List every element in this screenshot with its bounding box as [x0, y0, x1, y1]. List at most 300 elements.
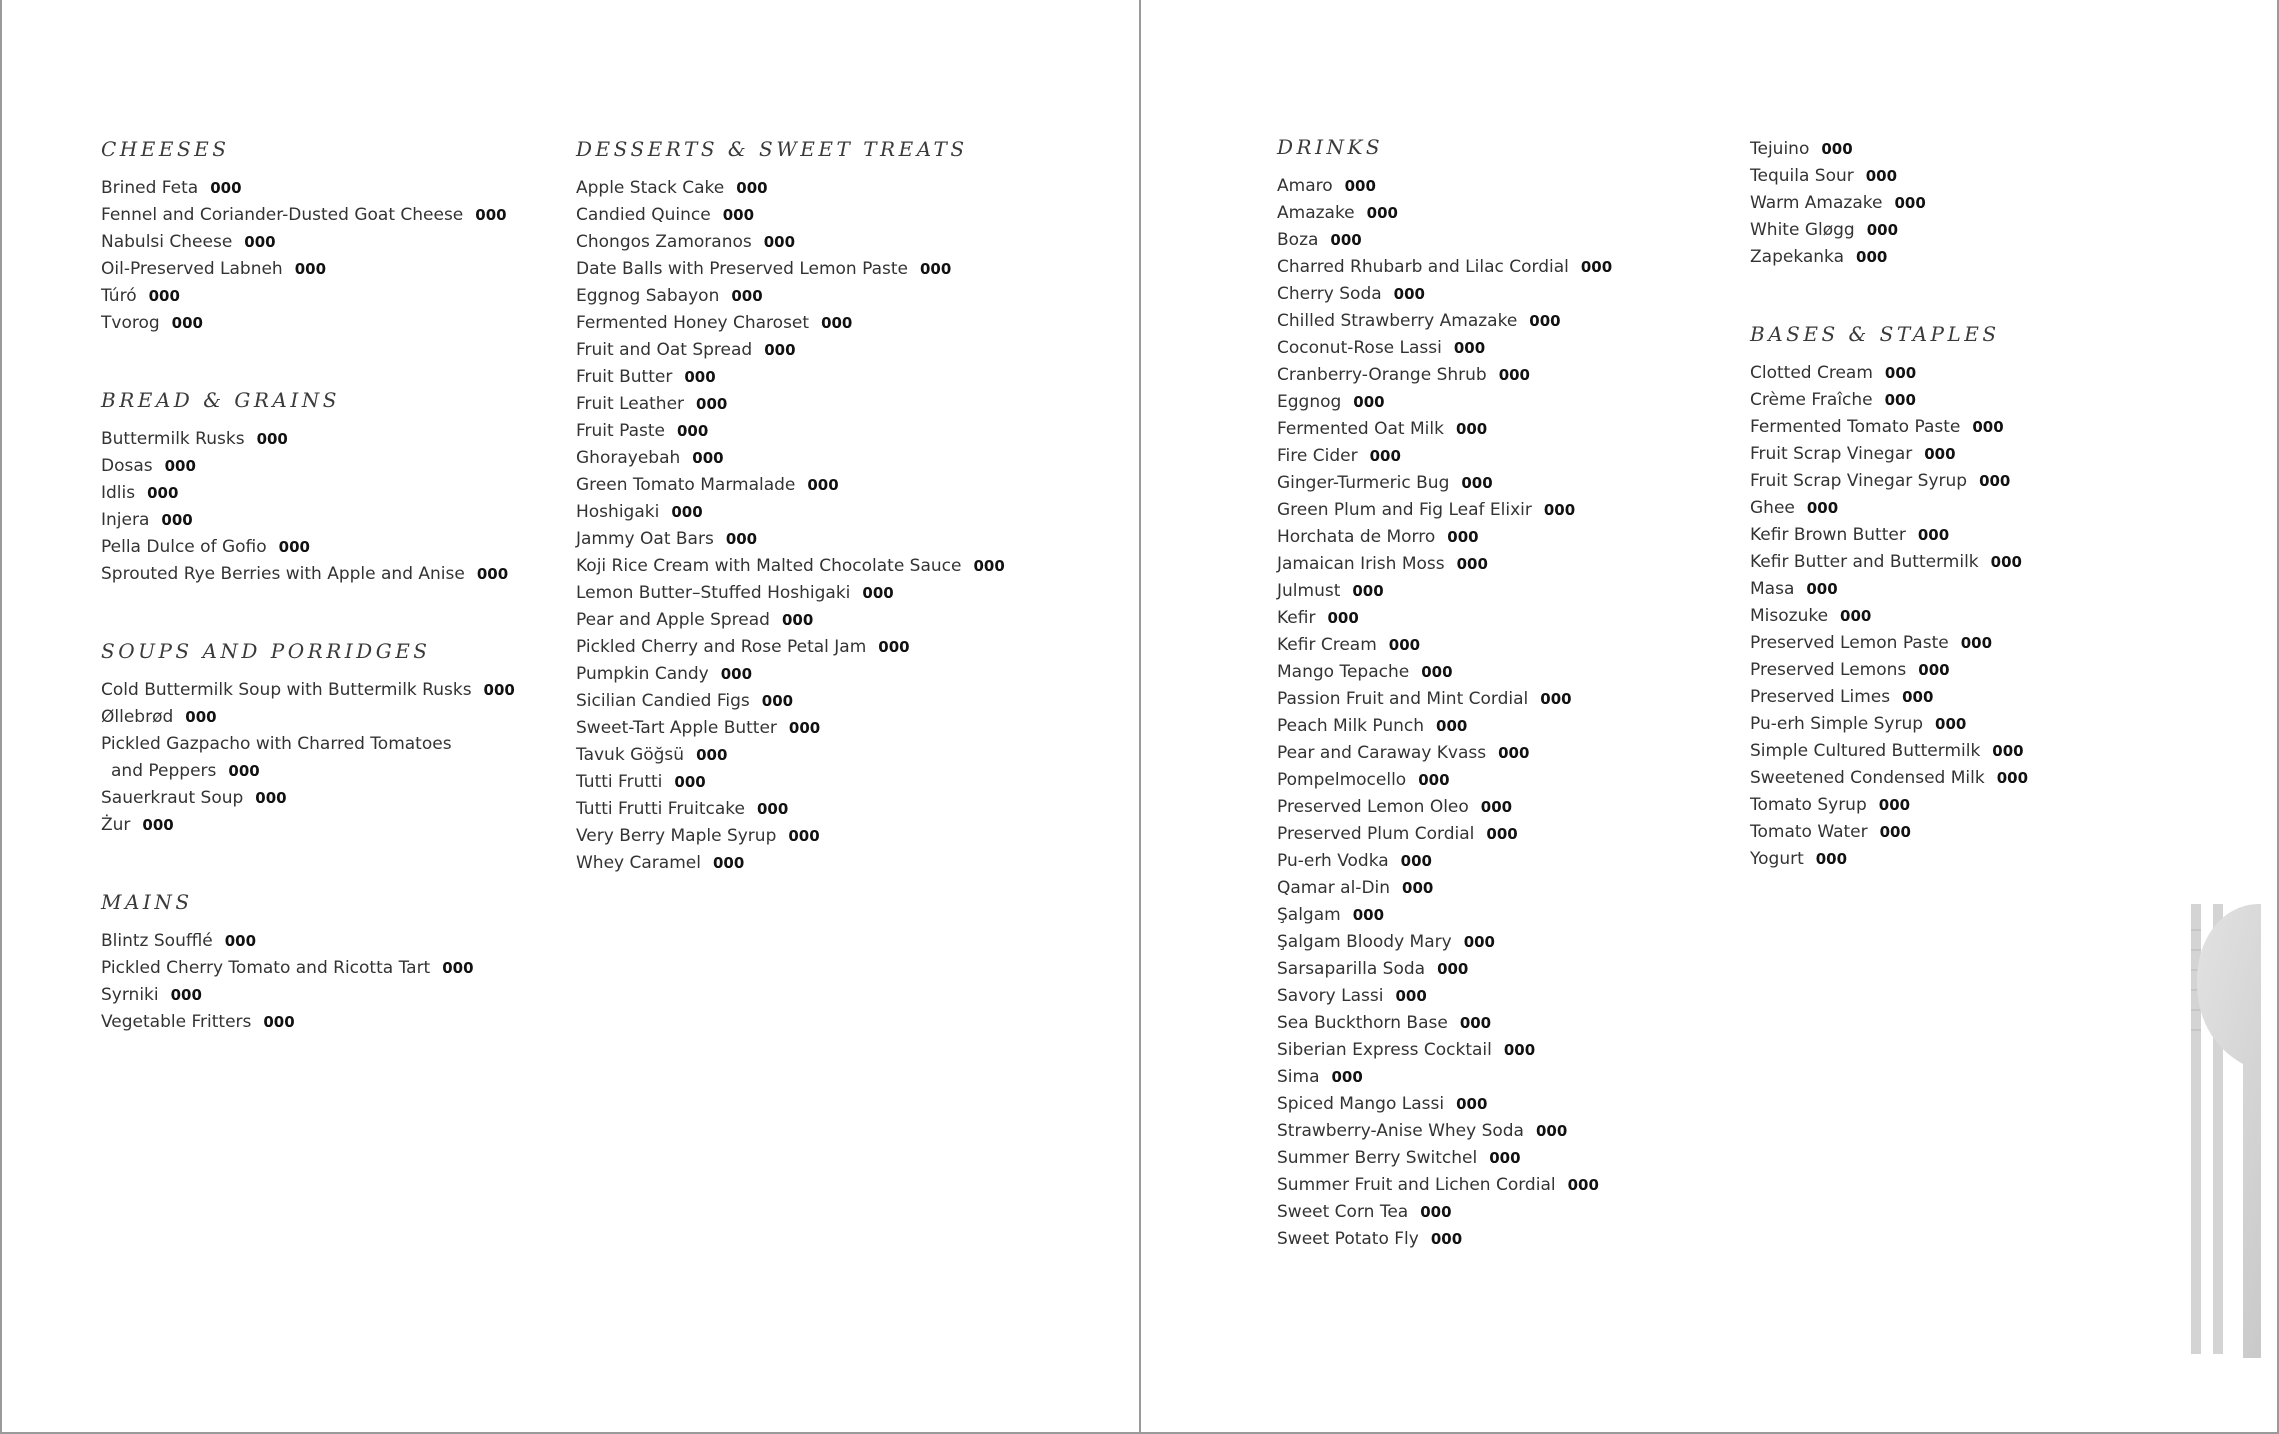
recipe-entry[interactable]	[1277, 389, 1717, 416]
page-number: 000	[1894, 194, 1926, 212]
recipe-title: Date Balls with Preserved Lemon Paste	[576, 259, 908, 279]
page-number: 000	[1453, 339, 1486, 357]
page-number: 000	[171, 314, 203, 332]
recipe-entry[interactable]	[1277, 767, 1717, 794]
page-number: 000	[1840, 607, 1872, 625]
page-number: 000	[1437, 960, 1469, 978]
page-number: 000	[756, 800, 789, 818]
page-number: 000	[1535, 1122, 1568, 1140]
recipe-title: Fire Cider	[1277, 446, 1358, 466]
page-number: 000	[1366, 204, 1398, 222]
recipe-title: Pickled Gazpacho with Charred Tomatoes	[101, 734, 452, 754]
section-heading: DESSERTS & SWEET TREATS	[576, 137, 968, 161]
page-number: 000	[1884, 364, 1917, 382]
recipe-title: Blintz Soufflé	[101, 931, 213, 951]
recipe-entry[interactable]	[101, 426, 541, 453]
page-number: 000	[696, 395, 728, 413]
recipe-entry[interactable]	[1750, 414, 2190, 441]
recipe-title: Øllebrød	[101, 707, 174, 727]
recipe-entry[interactable]	[101, 982, 541, 1009]
recipe-entry[interactable]	[1277, 200, 1717, 227]
recipe-entry[interactable]	[1750, 441, 2190, 468]
recipe-title: Tomato Water	[1750, 822, 1868, 842]
page-number: 000	[788, 827, 820, 845]
right-column-2	[1750, 136, 2190, 923]
recipe-entry[interactable]	[1277, 821, 1717, 848]
recipe-entry[interactable]	[1277, 1172, 1717, 1199]
page-number: 000	[483, 681, 515, 699]
recipe-entry[interactable]	[1750, 163, 2190, 190]
recipe-entry[interactable]	[1750, 136, 2190, 163]
recipe-title: Fruit Paste	[576, 421, 665, 441]
recipe-title: Qamar al-Din	[1277, 878, 1391, 898]
recipe-title: Cranberry-Orange Shrub	[1277, 365, 1487, 385]
page-number: 000	[1486, 825, 1518, 843]
recipe-title: White Gløgg	[1750, 220, 1855, 240]
recipe-entry[interactable]	[101, 785, 541, 812]
page-number: 000	[1402, 879, 1434, 897]
recipe-title: Hoshigaki	[576, 502, 660, 522]
page-number: 000	[1806, 580, 1838, 598]
recipe-entry[interactable]	[101, 812, 541, 839]
recipe-entry[interactable]	[1277, 1226, 1717, 1253]
recipe-title: Fruit Leather	[576, 394, 685, 414]
recipe-entry[interactable]	[576, 580, 1056, 607]
recipe-entry[interactable]	[576, 850, 1056, 877]
recipe-entry[interactable]	[101, 256, 541, 283]
recipe-title: Horchata de Morro	[1277, 527, 1436, 547]
page-number: 000	[862, 584, 894, 602]
recipe-entry[interactable]	[101, 928, 541, 955]
recipe-entry[interactable]	[1750, 792, 2190, 819]
recipe-title: Chongos Zamoranos	[576, 232, 752, 252]
page-number: 000	[1806, 499, 1839, 517]
page-number: 000	[674, 773, 706, 791]
recipe-title: Mango Tepache	[1277, 662, 1410, 682]
recipe-list	[1750, 136, 2190, 271]
recipe-title: Warm Amazake	[1750, 193, 1883, 213]
recipe-entry[interactable]	[1277, 335, 1717, 362]
recipe-title: Yogurt	[1750, 849, 1804, 869]
page-number: 000	[731, 287, 763, 305]
recipe-title: Sicilian Candied Figs	[576, 691, 750, 711]
recipe-title: Apple Stack Cake	[576, 178, 725, 198]
page-number: 000	[164, 457, 196, 475]
recipe-title: Buttermilk Rusks	[101, 429, 245, 449]
recipe-title: Tejuino	[1750, 139, 1810, 159]
recipe-title: Boza	[1277, 230, 1319, 250]
recipe-title: Whey Caramel	[576, 853, 701, 873]
section-cheeses	[101, 136, 541, 337]
recipe-entry[interactable]	[1277, 956, 1717, 983]
recipe-entry[interactable]	[1277, 1091, 1717, 1118]
recipe-title: Fruit Scrap Vinegar Syrup	[1750, 471, 1968, 491]
recipe-entry[interactable]	[576, 229, 1056, 256]
recipe-entry[interactable]	[1277, 227, 1717, 254]
recipe-title: Summer Berry Switchel	[1277, 1148, 1478, 1168]
page-number: 000	[676, 422, 709, 440]
page-number: 000	[1331, 1068, 1363, 1086]
recipe-entry[interactable]	[576, 364, 1056, 391]
recipe-entry[interactable]	[576, 607, 1056, 634]
recipe-entry[interactable]	[576, 202, 1056, 229]
recipe-title: Túró	[101, 286, 137, 306]
recipe-title: Sweet Potato Fly	[1277, 1229, 1419, 1249]
recipe-entry[interactable]	[1277, 416, 1717, 443]
left-page	[0, 0, 1139, 1434]
page-number: 000	[1461, 474, 1493, 492]
recipe-title: Pickled Cherry Tomato and Ricotta Tart	[101, 958, 431, 978]
recipe-title: Kefir Brown Butter	[1750, 525, 1906, 545]
recipe-entry[interactable]	[1277, 281, 1717, 308]
recipe-title: Candied Quince	[576, 205, 711, 225]
recipe-entry[interactable]	[576, 391, 1056, 418]
recipe-entry[interactable]	[576, 769, 1056, 796]
recipe-entry[interactable]	[1750, 190, 2190, 217]
recipe-entry[interactable]	[576, 283, 1056, 310]
page-number: 000	[807, 476, 839, 494]
recipe-title: Oil-Preserved Labneh	[101, 259, 283, 279]
recipe-entry[interactable]	[101, 202, 541, 229]
recipe-entry[interactable]	[1277, 1145, 1717, 1172]
recipe-title: Savory Lassi	[1277, 986, 1384, 1006]
recipe-entry[interactable]	[1277, 605, 1717, 632]
recipe-title: Strawberry-Anise Whey Soda	[1277, 1121, 1524, 1141]
page-number: 000	[1352, 906, 1385, 924]
page-number: 000	[1420, 1203, 1452, 1221]
page-number: 000	[1979, 472, 2011, 490]
recipe-list	[1750, 360, 2190, 873]
page-number: 000	[1879, 823, 1911, 841]
recipe-entry[interactable]	[1277, 902, 1717, 929]
recipe-title: Jammy Oat Bars	[576, 529, 714, 549]
recipe-entry[interactable]	[1750, 657, 2190, 684]
recipe-title: Pu-erh Simple Syrup	[1750, 714, 1924, 734]
recipe-title: Tutti Frutti	[576, 772, 663, 792]
recipe-title: Żur	[101, 815, 131, 835]
page-number: 000	[696, 746, 728, 764]
recipe-title: Sauerkraut Soup	[101, 788, 244, 808]
recipe-entry[interactable]	[1750, 244, 2190, 271]
page-number: 000	[1990, 553, 2022, 571]
page-number: 000	[1447, 528, 1479, 546]
page-number: 000	[1821, 140, 1853, 158]
recipe-entry[interactable]	[1277, 551, 1717, 578]
recipe-entry[interactable]	[1750, 684, 2190, 711]
recipe-title: Summer Fruit and Lichen Cordial	[1277, 1175, 1556, 1195]
recipe-entry[interactable]	[1277, 497, 1717, 524]
page-number: 000	[684, 368, 716, 386]
recipe-entry[interactable]	[1277, 983, 1717, 1010]
page-number: 000	[1924, 445, 1956, 463]
recipe-entry[interactable]	[101, 453, 541, 480]
left-column-1	[101, 136, 541, 1086]
recipe-title: Passion Fruit and Mint Cordial	[1277, 689, 1529, 709]
recipe-entry[interactable]	[101, 310, 541, 337]
recipe-entry[interactable]	[101, 534, 541, 561]
recipe-title: Sweet Corn Tea	[1277, 1202, 1409, 1222]
page-number: 000	[722, 206, 755, 224]
recipe-entry[interactable]	[1277, 632, 1717, 659]
recipe-entry[interactable]	[101, 955, 541, 982]
recipe-entry[interactable]	[101, 283, 541, 310]
recipe-entry[interactable]	[101, 731, 541, 785]
recipe-title: Coconut-Rose Lassi	[1277, 338, 1442, 358]
page-number: 000	[1856, 248, 1888, 266]
recipe-entry[interactable]	[1277, 1118, 1717, 1145]
page-number: 000	[224, 932, 257, 950]
recipe-title-continued	[101, 758, 541, 785]
recipe-entry[interactable]	[576, 256, 1056, 283]
recipe-title: Preserved Lemon Paste	[1750, 633, 1949, 653]
recipe-list	[1277, 173, 1717, 1253]
recipe-entry[interactable]	[1277, 659, 1717, 686]
recipe-title: Tvorog	[101, 313, 160, 333]
recipe-list	[101, 426, 541, 588]
recipe-title: Nabulsi Cheese	[101, 232, 233, 252]
recipe-entry[interactable]	[1277, 929, 1717, 956]
page-number: 000	[878, 638, 910, 656]
page-number: 000	[1421, 663, 1453, 681]
recipe-entry[interactable]	[576, 472, 1056, 499]
page-number: 000	[1456, 1095, 1488, 1113]
recipe-title: Fermented Honey Charoset	[576, 313, 810, 333]
recipe-entry[interactable]	[1750, 495, 2190, 522]
page-number: 000	[1330, 231, 1362, 249]
recipe-title-line-2: and Peppers	[111, 761, 217, 781]
recipe-entry[interactable]	[101, 704, 541, 731]
recipe-entry[interactable]	[1277, 1037, 1717, 1064]
recipe-entry[interactable]	[576, 499, 1056, 526]
page-number: 000	[712, 854, 745, 872]
recipe-title: Fruit Scrap Vinegar	[1750, 444, 1913, 464]
right-column-1	[1277, 134, 1717, 1303]
recipe-title: Tavuk Göğsü	[576, 745, 685, 765]
page-number: 000	[1878, 796, 1911, 814]
recipe-title: Masa	[1750, 579, 1795, 599]
recipe-entry[interactable]	[1277, 362, 1717, 389]
page-number: 000	[1996, 769, 2029, 787]
page-number: 000	[442, 959, 474, 977]
page-number: 000	[142, 816, 174, 834]
recipe-entry[interactable]	[576, 742, 1056, 769]
section-mains	[101, 889, 541, 1036]
page-number: 000	[148, 287, 180, 305]
page-number: 000	[294, 260, 327, 278]
page-number: 000	[263, 1013, 295, 1031]
recipe-entry[interactable]	[101, 480, 541, 507]
page-number: 000	[1498, 366, 1530, 384]
recipe-entry[interactable]	[1277, 1064, 1717, 1091]
recipe-entry[interactable]	[1277, 470, 1717, 497]
page-number: 000	[210, 179, 242, 197]
page-number: 000	[1902, 688, 1934, 706]
page-number: 000	[1815, 850, 1848, 868]
recipe-title: Green Plum and Fig Leaf Elixir	[1277, 500, 1532, 520]
recipe-title: Zapekanka	[1750, 247, 1845, 267]
recipe-entry[interactable]	[1750, 630, 2190, 657]
recipe-entry[interactable]	[1277, 740, 1717, 767]
page-number: 000	[1352, 582, 1384, 600]
recipe-entry[interactable]	[1750, 819, 2190, 846]
page-number: 000	[763, 233, 796, 251]
recipe-title: Preserved Lemons	[1750, 660, 1907, 680]
recipe-title: Sea Buckthorn Base	[1277, 1013, 1448, 1033]
recipe-entry[interactable]	[101, 175, 541, 202]
recipe-entry[interactable]	[1750, 738, 2190, 765]
section-heading: BREAD & GRAINS	[101, 388, 340, 412]
recipe-title: Eggnog	[1277, 392, 1342, 412]
page-number: 000	[1353, 393, 1385, 411]
recipe-title: Siberian Express Cocktail	[1277, 1040, 1492, 1060]
recipe-entry[interactable]	[1750, 576, 2190, 603]
page-number: 000	[147, 484, 179, 502]
recipe-title: Simple Cultured Buttermilk	[1750, 741, 1981, 761]
recipe-title: Sweetened Condensed Milk	[1750, 768, 1985, 788]
recipe-entry[interactable]	[1277, 848, 1717, 875]
recipe-entry[interactable]	[576, 526, 1056, 553]
recipe-title: Ghorayebah	[576, 448, 681, 468]
recipe-title: Sprouted Rye Berries with Apple and Anise	[101, 564, 465, 584]
spoon-and-chopsticks-icon	[2041, 900, 2261, 1360]
page-number: 000	[256, 430, 288, 448]
recipe-entry[interactable]	[1750, 846, 2190, 873]
page-number: 000	[1529, 312, 1561, 330]
recipe-title: Fruit Butter	[576, 367, 673, 387]
recipe-title: Brined Feta	[101, 178, 199, 198]
recipe-entry[interactable]	[576, 337, 1056, 364]
page-number: 000	[1580, 258, 1613, 276]
page-number: 000	[1456, 555, 1488, 573]
recipe-title: Preserved Plum Cordial	[1277, 824, 1475, 844]
recipe-entry[interactable]	[1277, 173, 1717, 200]
recipe-title: Preserved Lemon Oleo	[1277, 797, 1469, 817]
page-number: 000	[1400, 852, 1432, 870]
recipe-entry[interactable]	[1277, 524, 1717, 551]
page-number: 000	[228, 762, 260, 780]
page-number: 000	[761, 692, 794, 710]
recipe-entry[interactable]	[1750, 387, 2190, 414]
page-number: 000	[1866, 221, 1899, 239]
page-number: 000	[1459, 1014, 1492, 1032]
recipe-entry[interactable]	[1277, 1010, 1717, 1037]
recipe-title: Charred Rhubarb and Lilac Cordial	[1277, 257, 1569, 277]
recipe-entry[interactable]	[1277, 794, 1717, 821]
section-heading: MAINS	[101, 890, 193, 914]
recipe-entry[interactable]	[1277, 254, 1717, 281]
recipe-entry[interactable]	[1750, 468, 2190, 495]
recipe-list	[576, 175, 1056, 877]
page-number: 000	[1327, 609, 1359, 627]
page-number: 000	[1918, 661, 1950, 679]
recipe-entry[interactable]	[101, 1009, 541, 1036]
recipe-entry[interactable]	[576, 796, 1056, 823]
recipe-entry[interactable]	[1750, 217, 2190, 244]
page-number: 000	[255, 789, 287, 807]
recipe-title: Green Tomato Marmalade	[576, 475, 796, 495]
recipe-title: Fruit and Oat Spread	[576, 340, 753, 360]
recipe-title: Idlis	[101, 483, 136, 503]
recipe-title: Very Berry Maple Syrup	[576, 826, 777, 846]
recipe-entry[interactable]	[1750, 549, 2190, 576]
page-number: 000	[1972, 418, 2004, 436]
section-bases-staples	[1750, 321, 2190, 873]
recipe-entry[interactable]	[1277, 578, 1717, 605]
recipe-title: Vegetable Fritters	[101, 1012, 252, 1032]
page-number: 000	[788, 719, 821, 737]
recipe-entry[interactable]	[1750, 765, 2190, 792]
recipe-entry[interactable]	[1277, 713, 1717, 740]
recipe-title: Amazake	[1277, 203, 1355, 223]
page-number: 000	[725, 530, 758, 548]
page-number: 000	[185, 708, 217, 726]
right-page	[1139, 0, 2279, 1434]
recipe-title: Şalgam	[1277, 905, 1341, 925]
recipe-entry[interactable]	[1277, 308, 1717, 335]
page-number: 000	[1865, 167, 1898, 185]
recipe-entry[interactable]	[576, 634, 1056, 661]
recipe-entry[interactable]	[576, 310, 1056, 337]
section-heading: DRINKS	[1277, 135, 1384, 159]
recipe-entry[interactable]	[576, 418, 1056, 445]
recipe-entry[interactable]	[1277, 686, 1717, 713]
recipe-entry[interactable]	[576, 715, 1056, 742]
page-number: 000	[781, 611, 814, 629]
section-desserts-sweet-treats	[576, 136, 1056, 877]
recipe-entry[interactable]	[576, 661, 1056, 688]
recipe-title: Şalgam Bloody Mary	[1277, 932, 1452, 952]
recipe-title: Cherry Soda	[1277, 284, 1382, 304]
page-number: 000	[1344, 177, 1376, 195]
recipe-title: Cold Buttermilk Soup with Buttermilk Rusks	[101, 680, 472, 700]
recipe-title: Spiced Mango Lassi	[1277, 1094, 1445, 1114]
recipe-title: Fermented Oat Milk	[1277, 419, 1444, 439]
recipe-entry[interactable]	[576, 688, 1056, 715]
recipe-title: Pear and Apple Spread	[576, 610, 770, 630]
recipe-entry[interactable]	[101, 507, 541, 534]
recipe-entry[interactable]	[101, 677, 541, 704]
section-soups-and-porridges	[101, 638, 541, 839]
page-number: 000	[1489, 1149, 1521, 1167]
page-number: 000	[170, 986, 202, 1004]
recipe-title: Fennel and Coriander-Dusted Goat Cheese	[101, 205, 464, 225]
recipe-entry[interactable]	[1750, 522, 2190, 549]
recipe-entry[interactable]	[1277, 875, 1717, 902]
recipe-entry[interactable]	[1750, 711, 2190, 738]
recipe-entry[interactable]	[576, 823, 1056, 850]
page-number: 000	[671, 503, 703, 521]
recipe-title: Syrniki	[101, 985, 159, 1005]
page-number: 000	[244, 233, 276, 251]
page-number: 000	[278, 538, 310, 556]
page-number: 000	[1395, 987, 1427, 1005]
recipe-title: Ginger-Turmeric Bug	[1277, 473, 1450, 493]
recipe-entry[interactable]	[576, 175, 1056, 202]
recipe-entry[interactable]	[1277, 443, 1717, 470]
recipe-entry[interactable]	[1750, 360, 2190, 387]
recipe-title: Preserved Limes	[1750, 687, 1891, 707]
recipe-entry[interactable]	[576, 553, 1056, 580]
recipe-entry[interactable]	[576, 445, 1056, 472]
page-number: 000	[1567, 1176, 1599, 1194]
recipe-entry[interactable]	[101, 561, 541, 588]
page-number: 000	[475, 206, 507, 224]
recipe-entry[interactable]	[1750, 603, 2190, 630]
recipe-entry[interactable]	[101, 229, 541, 256]
recipe-title: Jamaican Irish Moss	[1277, 554, 1445, 574]
spoon	[2197, 904, 2261, 1358]
recipe-entry[interactable]	[1277, 1199, 1717, 1226]
